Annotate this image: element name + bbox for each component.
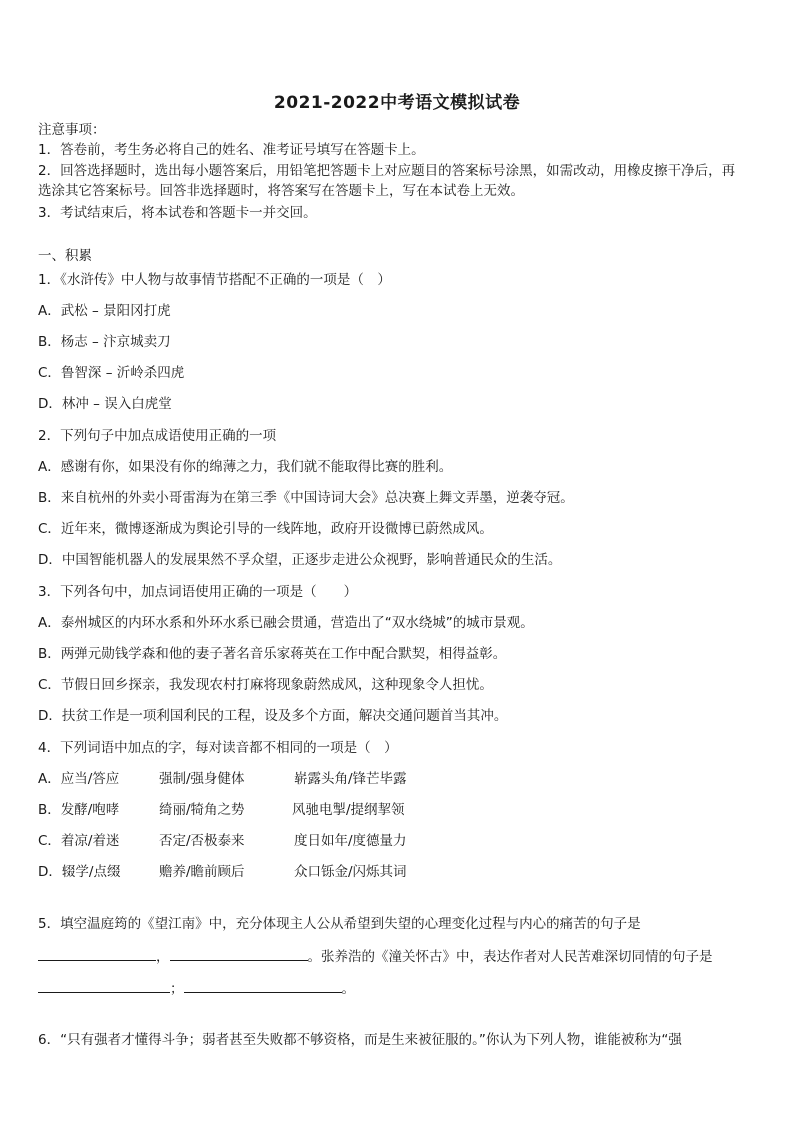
punctuation: 。 (341, 981, 355, 997)
answer-blank[interactable] (38, 946, 156, 961)
answer-option: A．武松 – 景阳冈打虎 (38, 303, 171, 319)
notice-item: 2．回答选择题时，选出每小题答案后，用铅笔把答题卡上对应题目的答案标号涂黑，如需改动，用橡皮擦干净后，再 (38, 163, 736, 179)
fill-blank-line (38, 978, 355, 999)
answer-blank[interactable] (38, 978, 170, 993)
option-label: C．着凉/着迷 (38, 833, 120, 849)
option-word-pair: 强制/强身健体 (159, 771, 245, 787)
option-label: B．发酵/咆哮 (38, 802, 120, 818)
option-word-pair: 崭露头角/锋芒毕露 (294, 771, 407, 787)
punctuation: ， (156, 949, 170, 965)
fill-blank-line (38, 946, 713, 967)
option-word-pair: 否定/否极泰来 (159, 833, 245, 849)
answer-option: D．中国智能机器人的发展果然不孚众望，正逐步走进公众视野，影响普通民众的生活。 (38, 552, 562, 568)
answer-option: D．林冲 – 误入白虎堂 (38, 396, 172, 412)
notice-heading: 注意事项： (38, 122, 106, 138)
option-label: A．应当/答应 (38, 771, 120, 787)
question-stem: 2．下列句子中加点成语使用正确的一项 (38, 428, 277, 444)
notice-item: 1．答卷前，考生务必将自己的姓名、准考证号填写在答题卡上。 (38, 142, 425, 158)
option-label: D．辍学/点缀 (38, 864, 121, 880)
answer-option: A．感谢有你，如果没有你的绵薄之力，我们就不能取得比赛的胜利。 (38, 459, 453, 475)
answer-option: B．两弹元勋钱学森和他的妻子著名音乐家蒋英在工作中配合默契，相得益彰。 (38, 646, 507, 662)
notice-item: 3．考试结束后，将本试卷和答题卡一并交回。 (38, 205, 317, 221)
question-stem: 4．下列词语中加点的字，每对读音都不相同的一项是（ ） (38, 740, 398, 756)
option-word-pair: 风驰电掣/提纲挈领 (292, 802, 405, 818)
option-word-pair: 度日如年/度德量力 (294, 833, 407, 849)
option-word-pair: 绮丽/犄角之势 (159, 802, 245, 818)
answer-option: C．鲁智深 – 沂岭杀四虎 (38, 365, 185, 381)
page-title: 2021-2022中考语文模拟试卷 (273, 93, 521, 113)
answer-blank[interactable] (184, 978, 342, 993)
question-stem: 3．下列各句中，加点词语使用正确的一项是（ ） (38, 584, 358, 600)
answer-blank[interactable] (170, 946, 308, 961)
question-stem: 1．《水浒传》中人物与故事情节搭配不正确的一项是（ ） (38, 272, 391, 288)
question-text: 。张养浩的《潼关怀古》中，表达作者对人民苦难深切同情的句子是 (307, 949, 713, 965)
section-heading: 一、积累 (38, 248, 92, 264)
notice-item: 选涂其它答案标号。回答非选择题时，将答案写在答题卡上，写在本试卷上无效。 (38, 183, 524, 199)
answer-option: D．扶贫工作是一项利国利民的工程，设及多个方面，解决交通问题首当其冲。 (38, 708, 508, 724)
answer-option: C．近年来，微博逐渐成为舆论引导的一线阵地，政府开设微博已蔚然成风。 (38, 521, 493, 537)
question-stem: 6．“只有强者才懂得斗争；弱者甚至失败都不够资格，而是生来被征服的。”你认为下列人物，谁能被称为“强 (38, 1032, 682, 1048)
answer-option: B．来自杭州的外卖小哥雷海为在第三季《中国诗词大会》总决赛上舞文弄墨，逆袭夺冠。 (38, 490, 574, 506)
question-stem: 5．填空温庭筠的《望江南》中，充分体现主人公从希望到失望的心理变化过程与内心的痛苦的句子是 (38, 916, 641, 932)
punctuation: ； (170, 981, 184, 997)
answer-option: A．泰州城区的内环水系和外环水系已融会贯通，营造出了“双水绕城”的城市景观。 (38, 615, 534, 631)
answer-option: B．杨志 – 汴京城卖刀 (38, 334, 171, 350)
option-word-pair: 赡养/瞻前顾后 (159, 864, 245, 880)
option-word-pair: 众口铄金/闪烁其词 (294, 864, 407, 880)
answer-option: C．节假日回乡探亲，我发现农村打麻将现象蔚然成风，这种现象令人担忧。 (38, 677, 493, 693)
